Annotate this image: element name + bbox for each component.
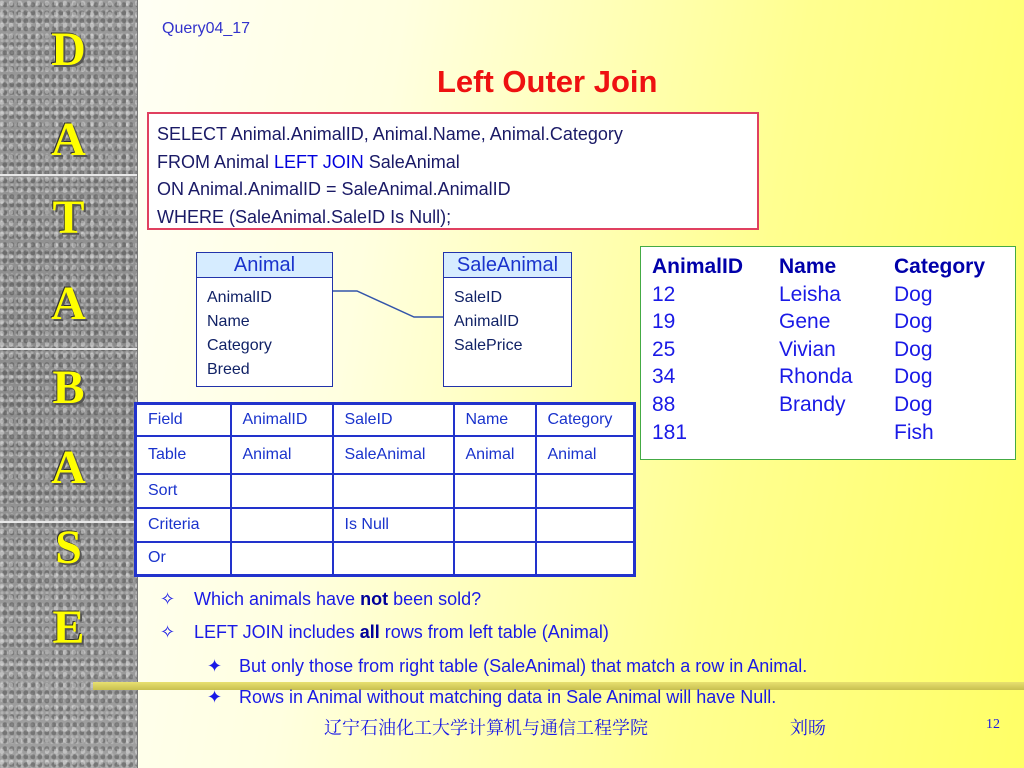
footer-author: 刘旸: [790, 718, 826, 739]
sidebar-letter: B: [52, 361, 85, 414]
results-col-header: Category: [894, 255, 986, 278]
qbe-cell[interactable]: Animal: [454, 436, 536, 474]
results-cell: [779, 419, 894, 447]
results-row: [652, 391, 1015, 419]
sidebar-letter: D: [51, 23, 86, 76]
qbe-cell[interactable]: [333, 474, 454, 508]
qbe-grid: [134, 402, 636, 577]
bullet-icon: ✧: [160, 622, 176, 642]
sub-bullet-item: [207, 687, 776, 708]
qbe-cell[interactable]: [536, 508, 635, 542]
bullet-item: [160, 622, 609, 643]
sub-bullet-icon: ✦: [207, 687, 223, 707]
qbe-cell[interactable]: Animal: [536, 436, 635, 474]
sql-box: [147, 112, 759, 230]
sidebar-divider: [0, 348, 137, 350]
bullet-icon: ✧: [160, 589, 176, 609]
qbe-cell[interactable]: [231, 474, 333, 508]
field-item[interactable]: Breed: [207, 361, 250, 378]
field-item[interactable]: AnimalID: [207, 289, 272, 306]
results-box: [640, 246, 1016, 460]
sql-line: SELECT Animal.AnimalID, Animal.Name, Animal.Category: [157, 124, 623, 144]
results-cell: Vivian: [779, 337, 836, 361]
results-cell: 34: [652, 365, 676, 389]
results-cell: Leisha: [779, 282, 841, 306]
table-animal[interactable]: [196, 252, 333, 387]
results-header: [652, 253, 1015, 281]
qbe-row-label: Or: [136, 542, 231, 576]
results-row: [652, 419, 1015, 447]
results-cell: Rhonda: [779, 365, 853, 389]
qbe-row-label: Field: [136, 404, 231, 436]
results-cell: Dog: [894, 282, 933, 306]
results-cell: 25: [652, 337, 676, 361]
table-sale-animal[interactable]: [443, 252, 572, 387]
field-item[interactable]: AnimalID: [454, 313, 519, 330]
sidebar-letter: E: [52, 601, 85, 654]
bullet-text: been sold?: [388, 589, 482, 609]
sql-keyword: LEFT JOIN: [274, 151, 364, 172]
field-list: [197, 278, 332, 382]
database-sidebar: [0, 0, 138, 768]
qbe-cell[interactable]: SaleAnimal: [333, 436, 454, 474]
qbe-row-label: Table: [136, 436, 231, 474]
results-col-header: AnimalID: [652, 255, 744, 278]
sql-line: [157, 149, 757, 177]
field-item[interactable]: Name: [207, 313, 250, 330]
bullet-text: Which animals have: [194, 589, 361, 609]
sidebar-divider: [0, 174, 137, 176]
results-cell: 19: [652, 310, 676, 334]
qbe-row-sort: [136, 474, 635, 508]
results-row: [652, 363, 1015, 391]
bullet-text: But only those from right table (SaleAnimal) that match a row in Animal.: [239, 656, 808, 676]
qbe-cell[interactable]: [231, 508, 333, 542]
bullet-text: LEFT JOIN includes: [194, 622, 360, 642]
results-cell: Gene: [779, 310, 831, 334]
qbe-row-table: [136, 436, 635, 474]
bullet-text: rows from left table (Animal): [379, 622, 609, 642]
bullet-emphasis: all: [359, 622, 380, 642]
qbe-row-criteria: [136, 508, 635, 542]
results-cell: Dog: [894, 337, 933, 361]
results-cell: Dog: [894, 392, 933, 416]
qbe-cell[interactable]: [231, 542, 333, 576]
footer-school: 辽宁石油化工大学计算机与通信工程学院: [324, 718, 648, 739]
qbe-cell[interactable]: Is Null: [333, 508, 454, 542]
qbe-cell[interactable]: [536, 474, 635, 508]
qbe-cell[interactable]: Category: [536, 404, 635, 436]
results-cell: Dog: [894, 310, 933, 334]
qbe-row-label: Criteria: [136, 508, 231, 542]
qbe-cell[interactable]: [454, 542, 536, 576]
results-cell: 12: [652, 282, 676, 306]
slide-title: Left Outer Join: [437, 64, 658, 99]
qbe-row-or: [136, 542, 635, 576]
results-col-header: Name: [779, 255, 837, 278]
bullet-item: [160, 589, 481, 610]
qbe-cell[interactable]: [333, 542, 454, 576]
qbe-cell[interactable]: SaleID: [333, 404, 454, 436]
results-row: [652, 336, 1015, 364]
qbe-row-field: [136, 404, 635, 436]
qbe-row-label: Sort: [136, 474, 231, 508]
bullet-text: Rows in Animal without matching data in Sale Animal will have Null.: [239, 687, 777, 707]
results-cell: 88: [652, 392, 676, 416]
qbe-cell[interactable]: [536, 542, 635, 576]
table-title: SaleAnimal: [444, 253, 571, 278]
qbe-cell[interactable]: [454, 474, 536, 508]
sub-bullet-icon: ✦: [207, 656, 223, 676]
bullet-emphasis: not: [360, 589, 389, 609]
sql-text: FROM Animal: [157, 151, 275, 172]
sql-text: SaleAnimal: [363, 151, 460, 172]
qbe-cell[interactable]: Animal: [231, 436, 333, 474]
field-item[interactable]: SalePrice: [454, 337, 523, 354]
sub-bullet-item: [207, 656, 807, 677]
field-item[interactable]: SaleID: [454, 289, 503, 306]
page-number: 12: [986, 717, 1000, 732]
field-item[interactable]: Category: [207, 337, 272, 354]
results-cell: Dog: [894, 365, 933, 389]
table-title: Animal: [197, 253, 332, 278]
results-row: [652, 308, 1015, 336]
sidebar-letter: S: [55, 521, 82, 574]
results-cell: Brandy: [779, 392, 846, 416]
sql-line: ON Animal.AnimalID = SaleAnimal.AnimalID: [157, 179, 511, 199]
results-cell: 181: [652, 420, 688, 444]
query-reference: Query04_17: [162, 20, 251, 37]
results-cell: Fish: [894, 420, 934, 444]
sidebar-letter: T: [52, 191, 85, 244]
field-list: [444, 278, 571, 358]
qbe-cell[interactable]: [454, 508, 536, 542]
sql-line: WHERE (SaleAnimal.SaleID Is Null);: [157, 206, 452, 227]
sidebar-letter: A: [51, 441, 86, 494]
sidebar-letter: A: [51, 113, 86, 166]
sidebar-letter: A: [51, 277, 86, 330]
qbe-cell[interactable]: Name: [454, 404, 536, 436]
qbe-cell[interactable]: AnimalID: [231, 404, 333, 436]
results-row: [652, 281, 1015, 309]
